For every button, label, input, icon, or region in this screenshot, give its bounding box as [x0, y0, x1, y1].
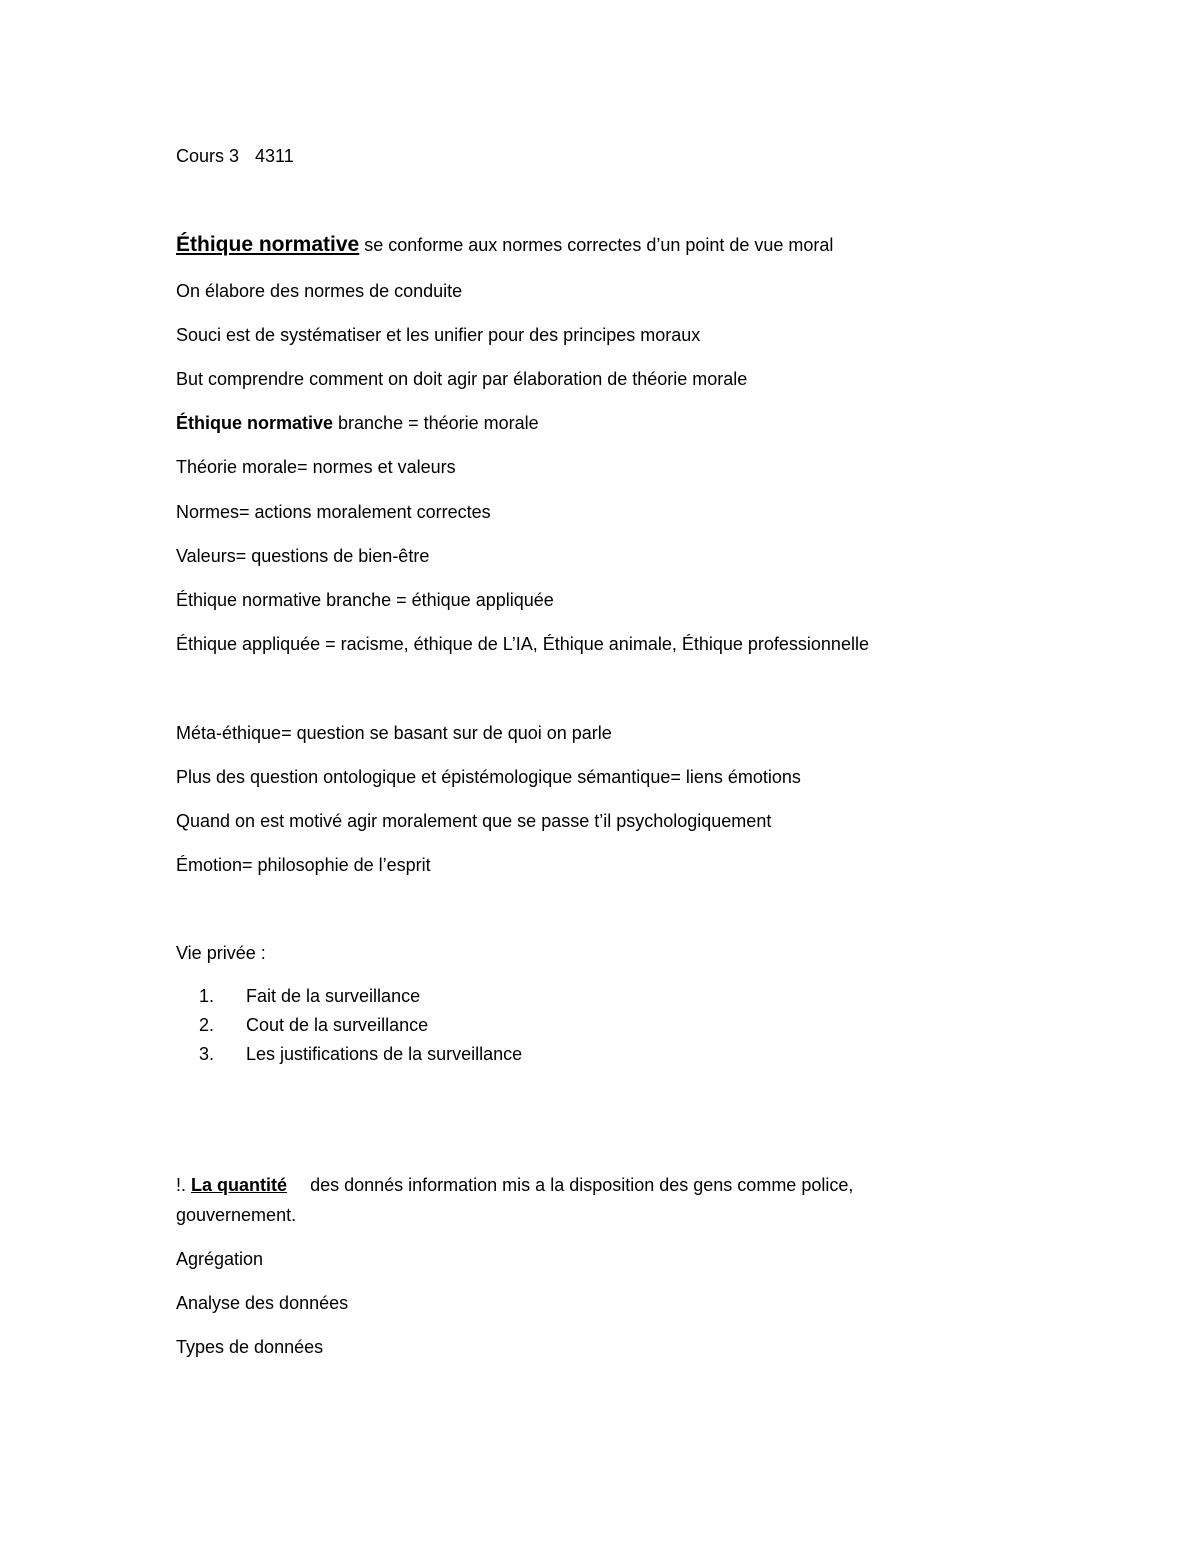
list-item-text: Fait de la surveillance	[246, 986, 421, 1006]
text-line: Plus des question ontologique et épistémologique sémantique= liens émotions	[176, 767, 801, 787]
normative-branch-term: Éthique normative	[176, 413, 334, 433]
course-label: Cours 3	[176, 146, 240, 166]
list-item	[176, 1011, 522, 1040]
text-line: Souci est de systématiser et les unifier pour des principes moraux	[176, 325, 701, 345]
quantity-paragraph	[176, 1170, 936, 1230]
text-line: Valeurs= questions de bien-être	[176, 546, 430, 566]
text-line: Quand on est motivé agir moralement que se passe t’il psychologiquement	[176, 811, 772, 831]
normative-branch-text: branche = théorie morale	[333, 413, 539, 433]
list-item	[176, 1040, 522, 1069]
normative-ethics-term: Éthique normative	[176, 233, 360, 256]
normative-ethics-definition-text: se conforme aux normes correctes d’un point de vue moral	[359, 235, 834, 255]
text-line: Normes= actions moralement correctes	[176, 502, 491, 522]
text-line: But comprendre comment on doit agir par élaboration de théorie morale	[176, 369, 748, 389]
text-line: Théorie morale= normes et valeurs	[176, 457, 456, 477]
list-item	[176, 982, 522, 1011]
privacy-title: Vie privée :	[176, 943, 266, 963]
quantity-prefix: !.	[176, 1175, 187, 1195]
list-item-number: 2.	[198, 1015, 214, 1035]
text-line: Éthique normative branche = éthique appliquée	[176, 590, 554, 610]
surveillance-list	[176, 982, 522, 1069]
quantity-term: La quantité	[191, 1175, 288, 1195]
list-item-number: 1.	[198, 986, 214, 1006]
text-line: Types de données	[176, 1337, 324, 1357]
list-item-text: Les justifications de la surveillance	[246, 1044, 523, 1064]
course-code: 4311	[255, 146, 294, 166]
text-line: On élabore des normes de conduite	[176, 281, 463, 301]
text-line: Éthique appliquée = racisme, éthique de L’IA, Éthique animale, Éthique professionnelle	[176, 634, 869, 654]
course-header	[176, 145, 976, 167]
list-item-number: 3.	[198, 1044, 214, 1064]
quantity-text: des donnés information mis a la disposition des gens comme police, gouvernement.	[176, 1175, 854, 1225]
list-item-text: Cout de la surveillance	[246, 1015, 429, 1035]
normative-branch-line	[176, 412, 976, 434]
text-line: Analyse des données	[176, 1293, 349, 1313]
text-line: Méta-éthique= question se basant sur de quoi on parle	[176, 723, 612, 743]
text-line: Émotion= philosophie de l’esprit	[176, 855, 431, 875]
normative-ethics-definition	[176, 234, 976, 256]
text-line: Agrégation	[176, 1249, 264, 1269]
